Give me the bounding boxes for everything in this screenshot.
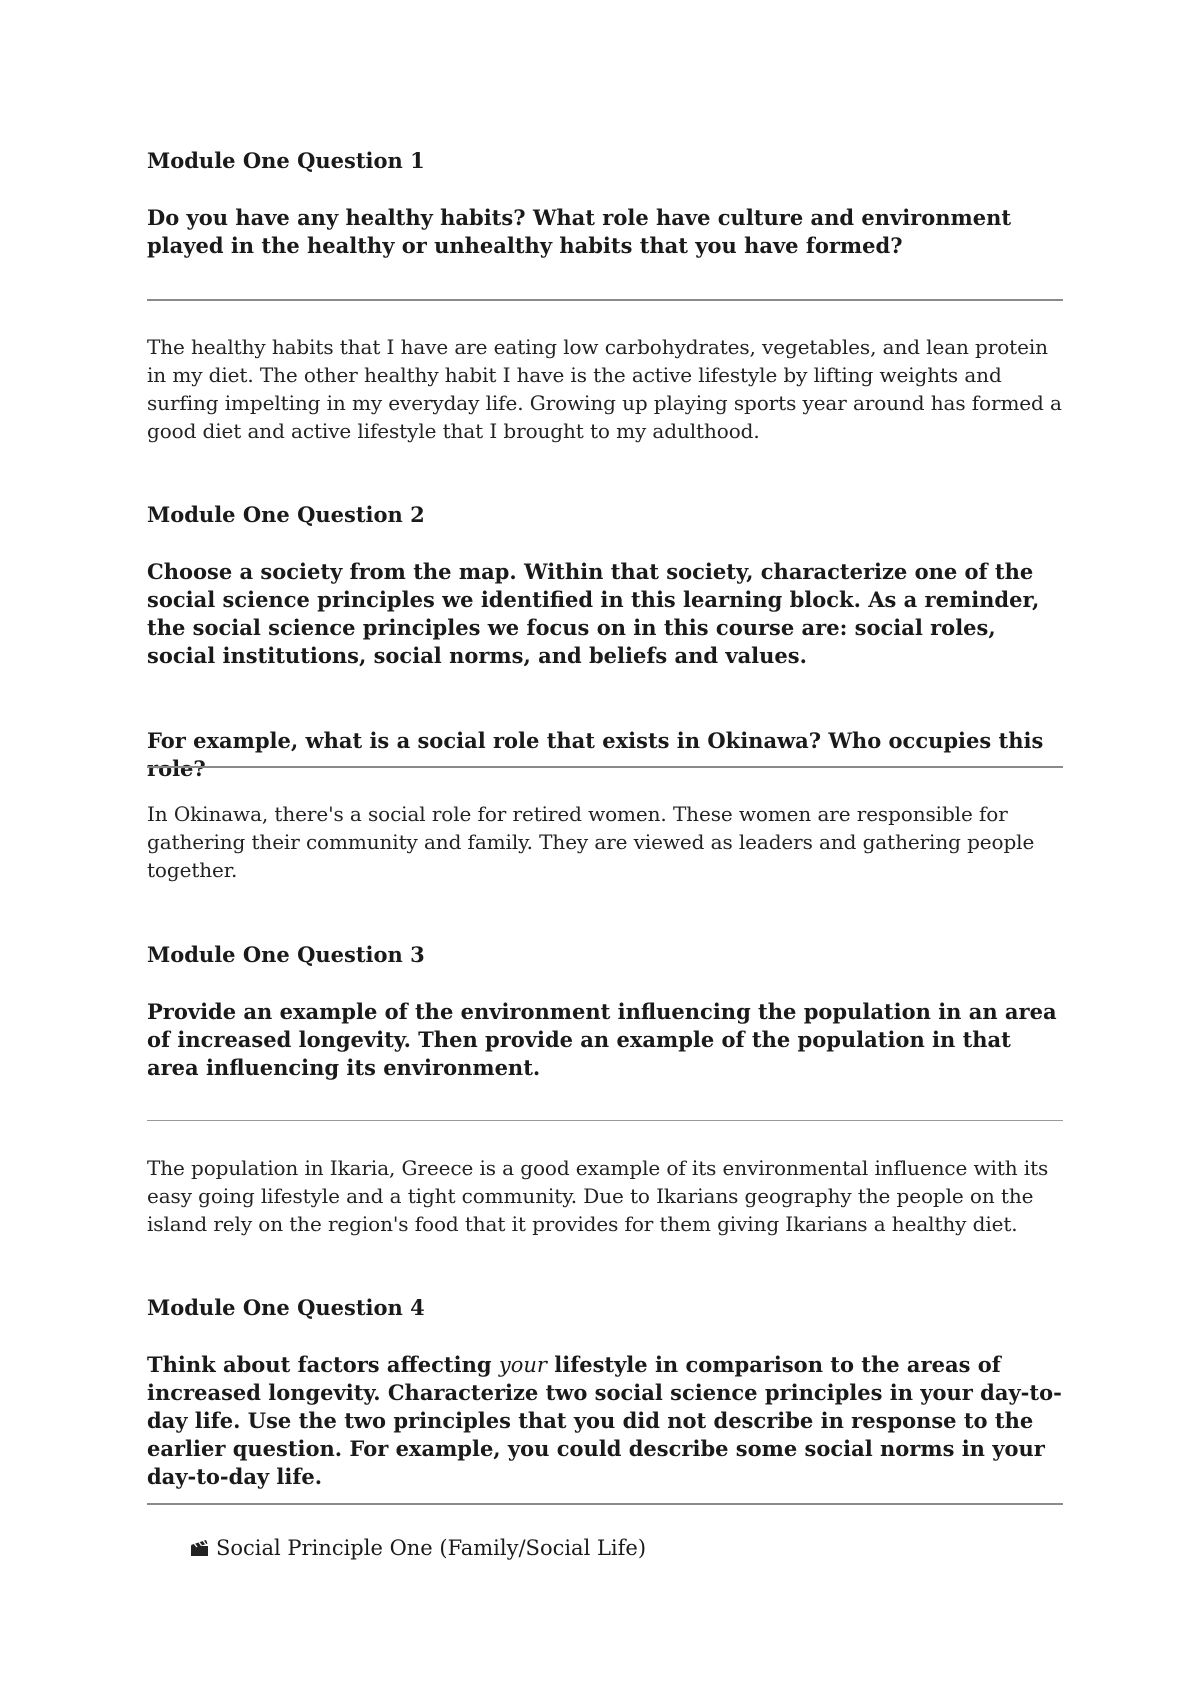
q4-title: Module One Question 4	[147, 1295, 425, 1320]
emphasis-your: your	[498, 1353, 547, 1377]
q3-answer: The population in Ikaria, Greece is a good example of its environmental influence with its easy going lifestyle and a tight community. Due to Ikarians geography the people on the island rely on the region's food that it provides for them giving Ikarians a healthy diet.	[147, 1156, 1049, 1236]
q2-divider	[147, 766, 1063, 768]
q3-title: Module One Question 3	[147, 942, 425, 967]
q2-answer: In Okinawa, there's a social role for retired women. These women are responsible for gathering their community and family. They are viewed as leaders and gathering people together.	[147, 802, 1035, 882]
q4-divider	[147, 1503, 1063, 1505]
q4-prompt: Think about factors affecting your lifestyle in comparison to the areas of increased longevity. Characterize two social science principles in your day-to-day life. Use the two principles that you did not describe in response to the earlier question. For example, you could describe some social norms in your day-to-day life.	[147, 1352, 1062, 1489]
q3-prompt: Provide an example of the environment influencing the population in an area of increased longevity. Then provide an example of the population in that area influencing its environment.	[147, 999, 1057, 1080]
bullet-text: Social Principle One (Family/Social Life)	[216, 1536, 647, 1560]
q1-title: Module One Question 1	[147, 148, 425, 173]
q1-answer: The healthy habits that I have are eating low carbohydrates, vegetables, and lean protein in my diet. The other healthy habit I have is the active lifestyle by lifting weights and surfing impelting in my everyday life. Growing up playing sports year around has formed a good diet and active lifestyle that I brought to my adulthood.	[147, 335, 1062, 443]
q2-title: Module One Question 2	[147, 502, 425, 527]
q2-example: For example, what is a social role that exists in Okinawa? Who occupies this role?	[147, 728, 1044, 781]
q1-divider	[147, 299, 1063, 301]
list-item	[190, 1534, 646, 1562]
q3-divider	[147, 1120, 1063, 1121]
q1-prompt: Do you have any healthy habits? What role have culture and environment played in the healthy or unhealthy habits that you have formed?	[147, 205, 1012, 258]
clapperboard-icon	[190, 1534, 210, 1562]
q2-prompt: Choose a society from the map. Within that society, characterize one of the social science principles we identified in this learning block. As a reminder, the social science principles we focus on in this course are: social roles, social institutions, social norms, and beliefs and values.	[147, 559, 1040, 668]
